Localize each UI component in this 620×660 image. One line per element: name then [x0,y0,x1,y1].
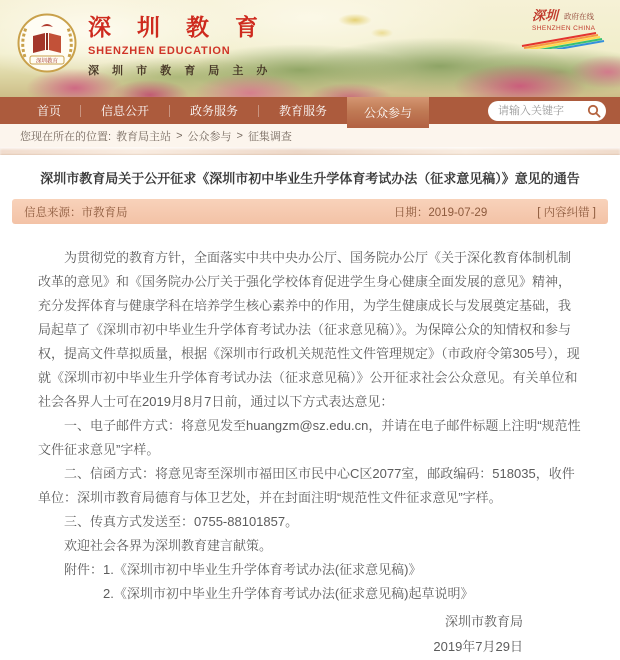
attachment-2-link[interactable]: 2.《深圳市初中毕业生升学体育考试办法(征求意见稿)起草说明》 [103,586,474,601]
site-organizer: 深 圳 市 教 育 局 主 办 [88,65,273,77]
breadcrumb-prefix: 您现在所在的位置: [20,130,112,143]
nav-item-info-disclosure[interactable]: 信息公开 [100,104,149,118]
main-nav [0,97,620,124]
gov-logo-suffix: 政府在线 [564,12,594,21]
gov-logo-en: SHENZHEN CHINA [532,25,596,32]
paragraph-email-method: 一、电子邮件方式：将意见发至huangzm@sz.edu.cn，并请在电子邮件标题上注明“规范性文件征求意见”字样。 [38,418,581,457]
magnifier-icon[interactable] [586,103,602,119]
article-body [0,246,620,606]
site-banner [0,0,620,97]
paragraph-fax-method: 三、传真方式发送至：0755-88101857。 [64,514,299,529]
education-emblem-icon [16,12,78,74]
breadcrumb-separator: > [176,129,183,142]
search-box [488,101,606,121]
rainbow-stripes-icon [522,33,604,49]
site-title: 深 圳 教 育 [88,14,268,41]
breadcrumb-separator: > [236,129,243,142]
nav-item-gov-services[interactable]: 政务服务 [189,104,238,118]
site-brand [88,9,272,78]
breadcrumb-link-main-site[interactable]: 教育局主站 [116,130,172,143]
gov-logo-cn: 深圳 [532,9,559,24]
info-source-label: 信息来源：市教育局 [24,206,128,219]
article-meta-bar [12,199,608,224]
nav-item-public-participation[interactable]: 公众参与 [347,97,429,128]
site-title-en: SHENZHEN EDUCATION [88,45,231,57]
attachment-1-link[interactable]: 附件：1.《深圳市初中毕业生升学体育考试办法(征求意见稿)》 [64,562,422,577]
signature-date: 2019年7月29日 [433,639,523,654]
breadcrumb [0,124,620,147]
paragraph-intro: 为贯彻党的教育方针，全面落实中共中央办公厅、国务院办公厅《关于深化教育体制机制改革的意见》和《国务院办公厅关于强化学校体育促进学生身心健康全面发展的意见》精神，充分发挥体育与健康学科在培养学生核心素养中的作用，为学生健康成长与发展奠定基础，我局起草了《深圳市初中毕业生升学体育考试办法（征求意见稿）》。为保障公众的知情权和参与权，提高文件草拟质量，根据《深圳市行政机关规范性文件管理规定》（市政府令第305号），现就《深圳市初中毕业生升学体育考试办法（征求意见稿）》公开征求社会公众意见。有关单位和社会各界人士可在2019月8月7日前，通过以下方式表达意见： [38,250,580,409]
content-correction-button[interactable]: [ 内容纠错 ] [537,206,596,219]
nav-item-edu-services[interactable]: 教育服务 [278,104,327,118]
signature-org: 深圳市教育局 [444,614,523,629]
paragraph-closing: 欢迎社会各界为深圳教育建言献策。 [64,538,273,553]
publish-date-label: 日期：2019-07-29 [393,206,488,219]
signature-block [0,609,620,659]
page-title: 深圳市教育局关于公开征求《深圳市初中毕业生升学体育考试办法（征求意见稿）》意见的通告 [40,171,580,186]
shenzhen-gov-logo[interactable] [518,5,610,49]
svg-text:深圳教育: 深圳教育 [35,58,59,65]
breadcrumb-link-surveys[interactable]: 征集调查 [247,130,292,143]
header-divider-band [0,147,620,155]
nav-item-home[interactable]: 首页 [36,104,61,118]
breadcrumb-link-public-participation[interactable]: 公众参与 [187,130,232,143]
paragraph-mail-method: 二、信函方式：将意见寄至深圳市福田区市民中心C区2077室，邮政编码：518035，收件单位：深圳市教育局德育与体卫艺处，并在封面注明“规范性文件征求意见”字样。 [38,466,575,505]
